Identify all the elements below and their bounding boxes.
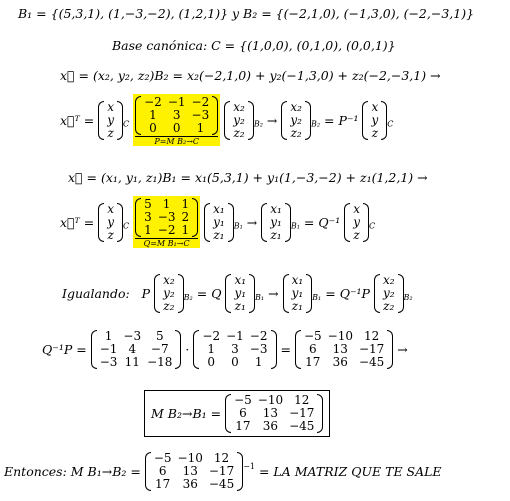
conclusion-line (4, 452, 442, 491)
p-matrix-product (193, 330, 276, 369)
inverse-exponent: −1 (243, 462, 255, 471)
q-arrow: → (246, 214, 258, 230)
math-term: −17 (208, 464, 235, 478)
math-term: 13 (332, 342, 348, 356)
math-term: 11 (124, 355, 140, 369)
math-term: −1 (99, 342, 118, 356)
math-term: 1 (181, 223, 190, 237)
math-term: −17 (289, 406, 315, 420)
q-highlight (133, 196, 200, 248)
math-term: 3 (144, 210, 152, 224)
math-term: y₂ (290, 112, 302, 127)
math-term: P (141, 286, 151, 301)
math-term: 4 (128, 342, 137, 356)
math-term: 6 (239, 406, 247, 420)
equating-vector-b2 (154, 274, 184, 313)
math-term: B₁ (290, 221, 300, 231)
math-term: x (371, 99, 379, 114)
math-term: y (353, 214, 360, 229)
math-term: z₁ (234, 299, 246, 313)
conclusion-matrix (145, 452, 243, 491)
math-term: y₁ (234, 286, 247, 300)
math-term: −45 (208, 477, 235, 491)
math-term: = (280, 342, 291, 357)
math-term: y (107, 112, 115, 127)
vector-in-b2 (60, 68, 441, 83)
math-term: 6 (158, 464, 167, 478)
math-term: −10 (257, 393, 284, 407)
math-term: = Q⁻¹P (325, 286, 370, 301)
math-term: z (107, 125, 114, 140)
p-vector-c (98, 101, 123, 140)
math-term: 12 (294, 393, 310, 407)
math-term: z (353, 227, 360, 242)
p-caption: P=M B₂→C (135, 136, 218, 146)
math-term: 0 (149, 121, 157, 135)
product-lhs: Q⁻¹P = (42, 342, 87, 357)
math-term: −2 (144, 95, 162, 109)
equating-vector-b1 (225, 274, 255, 313)
math-term: y (107, 214, 115, 229)
q-inverse-matrix (91, 330, 182, 369)
math-term: −5 (153, 451, 172, 465)
math-term: −5 (303, 329, 322, 343)
math-term: 1 (162, 197, 171, 211)
math-term: → (268, 286, 279, 301)
math-term: 1 (181, 197, 190, 211)
math-term: x₁ (213, 201, 225, 216)
q-vector-b1 (204, 203, 234, 242)
math-term: 1 (149, 108, 157, 122)
math-term: · (185, 342, 190, 357)
bases-text: B₁ = {(5,3,1), (1,−3,−2), (1,2,1)} y B₂ = {(−2,1,0), (−1,3,0), (−2,−3,1)} (18, 6, 475, 21)
p-rhs: = P⁻¹ (324, 112, 359, 128)
q-vector-c-rhs (344, 203, 369, 242)
vector-in-b2-text: x⃗ = (x₂, y₂, z₂)B₂ = x₂(−2,1,0) + y₂(−1,3,0) + z₂(−2,−3,1) → (60, 68, 441, 83)
math-term: B₁ (255, 293, 265, 302)
math-term: −2 (157, 223, 176, 237)
math-term: B₂ (403, 293, 413, 302)
math-term: 3 (231, 342, 239, 356)
math-term: z₁ (213, 227, 225, 242)
math-term: x (107, 201, 115, 216)
math-term: y₁ (291, 286, 304, 300)
q-rhs: = Q⁻¹ (303, 214, 341, 230)
result-box (144, 390, 330, 437)
vector-in-b1 (68, 170, 428, 185)
product-line (42, 330, 408, 369)
product-result-matrix (295, 330, 393, 369)
math-term: 12 (364, 329, 380, 343)
math-term: 6 (308, 342, 317, 356)
p-highlight (133, 94, 220, 146)
boxed-result (144, 390, 330, 437)
math-term: z₂ (383, 299, 395, 313)
math-term: B₁ (233, 221, 243, 231)
p-equation (60, 94, 393, 146)
math-term: B₂ (183, 293, 193, 302)
math-term: −3 (249, 342, 268, 356)
math-term: 36 (262, 419, 279, 433)
math-term: x₂ (290, 99, 302, 114)
math-term: 17 (235, 419, 251, 433)
math-term: 3 (172, 108, 181, 122)
q-matrix (135, 198, 198, 237)
math-term: z₁ (270, 227, 282, 242)
math-term: 12 (213, 451, 230, 465)
boxed-matrix (225, 394, 323, 433)
math-term: −3 (99, 355, 118, 369)
math-term: C (387, 119, 394, 129)
math-term: y₂ (233, 112, 245, 127)
math-term: y₁ (270, 214, 282, 229)
math-term: z₂ (290, 125, 302, 140)
math-term: −18 (147, 355, 173, 369)
math-term: −2 (202, 329, 221, 343)
math-term: x (353, 201, 360, 216)
bases-definition (18, 6, 474, 21)
math-term: 13 (182, 464, 198, 478)
q-vector-b1-again (261, 203, 291, 242)
boxed-lhs: M B₂→B₁ = (151, 406, 222, 421)
math-term: 2 (181, 210, 190, 224)
math-term: z₂ (163, 299, 175, 313)
math-term: x₁ (234, 273, 247, 287)
math-term: −3 (123, 329, 142, 343)
math-term: 1 (254, 355, 263, 369)
math-term: → (397, 342, 408, 357)
math-term: z (371, 125, 379, 140)
math-term: −10 (177, 451, 203, 465)
p-vector-b2-again (281, 101, 311, 140)
math-term: z₁ (291, 299, 303, 313)
math-term: B₂ (310, 119, 321, 129)
q-lhs: x⃗ᵀ = (60, 214, 95, 230)
math-term: y₂ (163, 286, 175, 300)
math-term: x (107, 99, 115, 114)
math-term: −1 (167, 95, 186, 109)
equating-line (62, 274, 413, 313)
math-term: = Q (196, 286, 222, 301)
math-term: C (123, 119, 130, 129)
math-term: C (123, 221, 130, 231)
math-term: x₁ (291, 273, 304, 287)
p-lhs: x⃗ᵀ = (60, 112, 95, 128)
math-term: 13 (262, 406, 279, 420)
math-term: 1 (104, 329, 113, 343)
p-vector-c-rhs (362, 101, 387, 140)
math-term: B₁ (312, 293, 322, 302)
math-term: 0 (231, 355, 239, 369)
canonical-basis (112, 38, 396, 53)
math-term: 5 (155, 329, 164, 343)
q-vector-c (98, 203, 123, 242)
math-term: −45 (289, 419, 315, 433)
math-term: x₂ (233, 99, 245, 114)
equating-label: Igualando: (62, 286, 130, 301)
math-term: x₂ (163, 273, 175, 287)
p-matrix (135, 96, 218, 135)
math-term: −3 (157, 210, 176, 224)
math-term: 1 (144, 223, 152, 237)
math-term: y₂ (382, 286, 395, 300)
math-term: B₂ (253, 119, 263, 129)
math-term: −7 (150, 342, 169, 356)
q-caption: Q=M B₁→C (135, 238, 198, 248)
math-term: y₁ (213, 214, 225, 229)
canonical-text: Base canónica: C = {(1,0,0), (0,1,0), (0,0,1)} (112, 38, 396, 53)
math-term: C (368, 221, 376, 231)
math-term: −2 (191, 95, 210, 109)
math-term: 1 (196, 121, 205, 135)
vector-in-b1-text: x⃗ = (x₁, y₁, z₁)B₁ = x₁(5,3,1) + y₁(1,−3,−2) + z₁(1,2,1) → (68, 170, 428, 185)
math-term: z (107, 227, 114, 242)
math-term: 36 (332, 355, 348, 369)
math-term: −3 (191, 108, 210, 122)
equating-vector-b1-result (283, 274, 313, 313)
math-term: x₁ (270, 201, 282, 216)
math-term: z₂ (233, 125, 245, 140)
equating-vector-b2-rhs (374, 274, 404, 313)
conclusion-rhs: = LA MATRIZ QUE TE SALE (258, 464, 442, 479)
math-term: 0 (172, 121, 181, 135)
math-term: x₂ (382, 273, 395, 287)
math-term: 17 (155, 477, 171, 491)
p-arrow: → (266, 112, 278, 128)
math-term: 0 (207, 355, 216, 369)
math-term: 5 (144, 197, 152, 211)
math-term: −5 (234, 393, 252, 407)
math-term: 17 (305, 355, 321, 369)
math-term: y (371, 112, 379, 127)
math-term: −2 (249, 329, 268, 343)
math-term: −10 (327, 329, 353, 343)
math-term: −1 (226, 329, 244, 343)
q-equation (60, 196, 375, 248)
math-term: 1 (207, 342, 216, 356)
math-term: −45 (358, 355, 385, 369)
conclusion-lhs: Entonces: M B₁→B₂ = (4, 464, 141, 479)
math-term: −17 (358, 342, 385, 356)
p-vector-b2 (224, 101, 254, 140)
math-term: 36 (182, 477, 198, 491)
